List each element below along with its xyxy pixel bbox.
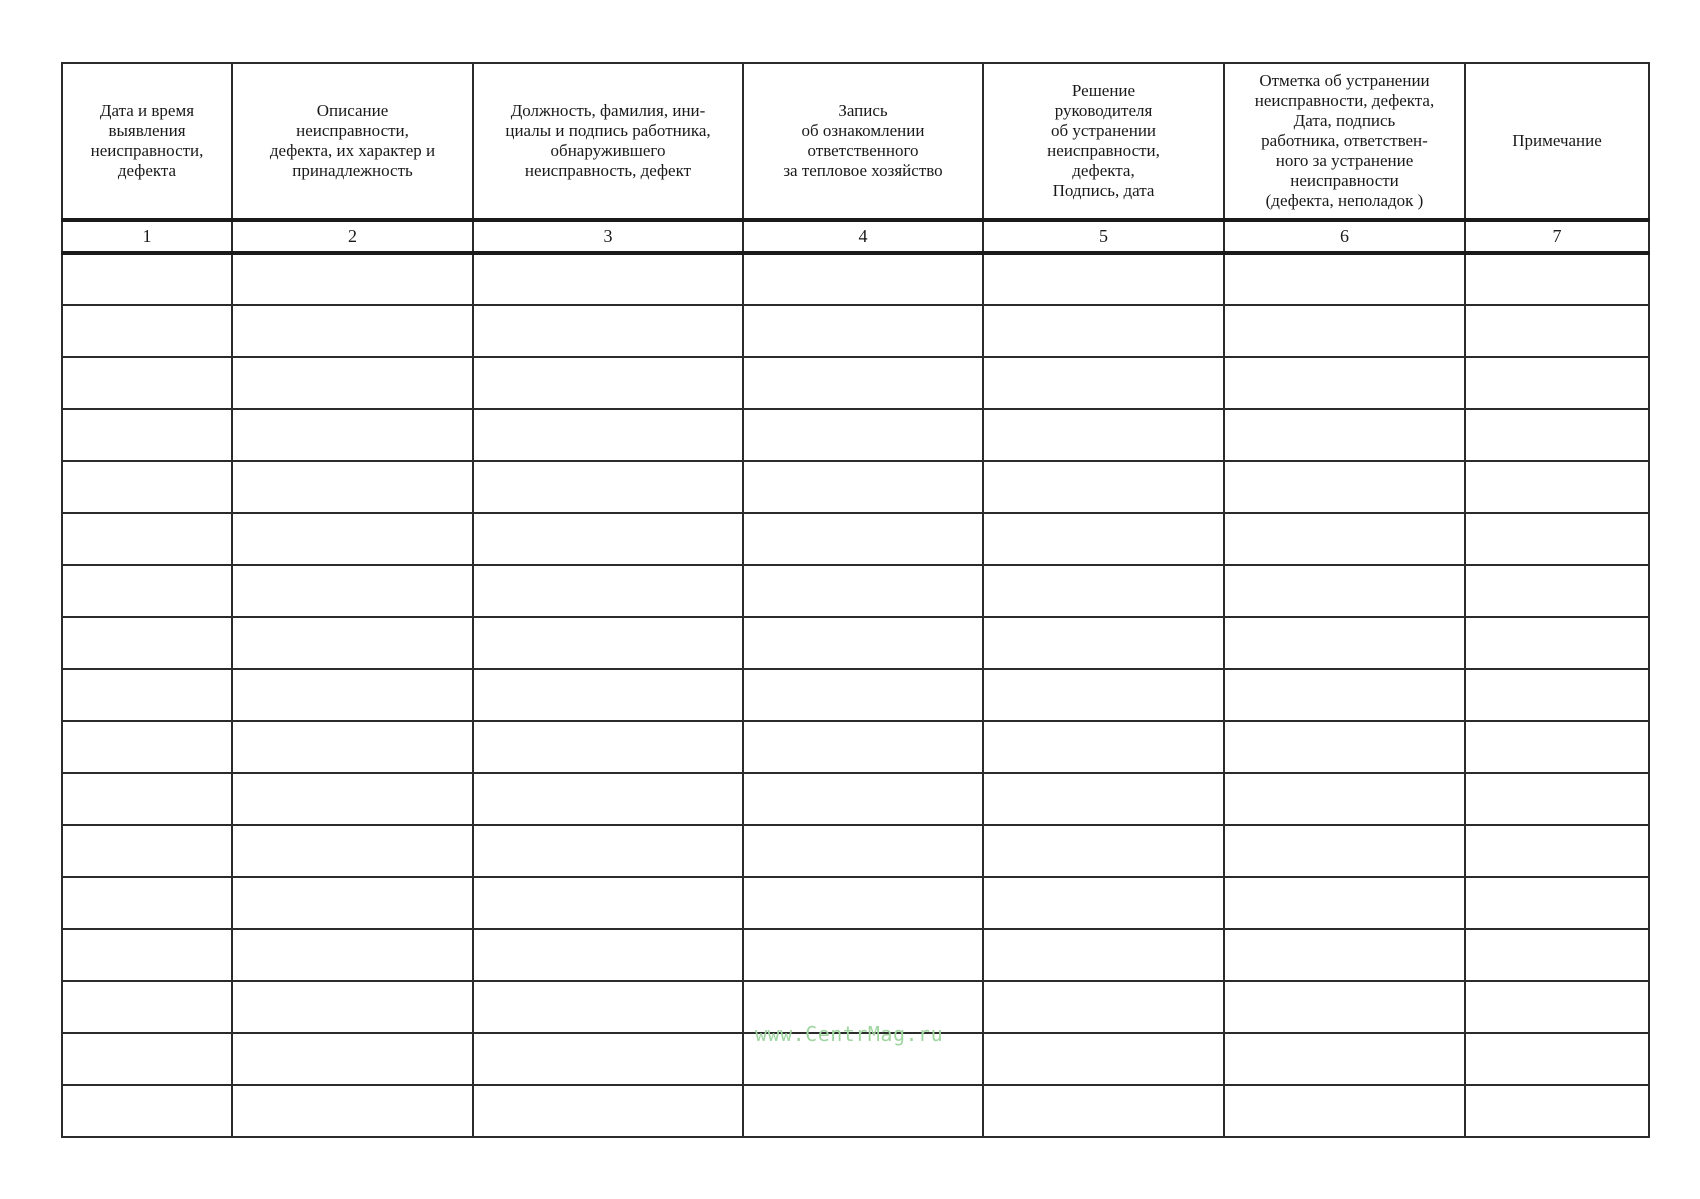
table-cell <box>62 565 232 617</box>
table-cell <box>232 721 473 773</box>
table-cell <box>743 669 983 721</box>
table-cell <box>62 253 232 305</box>
table-cell <box>1465 565 1649 617</box>
table-cell <box>232 513 473 565</box>
table-cell <box>232 305 473 357</box>
table-cell <box>62 1085 232 1137</box>
table-cell <box>232 1033 473 1085</box>
table-cell <box>983 669 1224 721</box>
table-cell <box>1465 1085 1649 1137</box>
table-cell <box>232 669 473 721</box>
column-number: 7 <box>1465 220 1649 253</box>
table-cell <box>1224 513 1465 565</box>
table-cell <box>983 617 1224 669</box>
table-cell <box>62 305 232 357</box>
table-cell <box>232 565 473 617</box>
table-row <box>62 1085 1649 1137</box>
table-cell <box>1465 773 1649 825</box>
table-cell <box>1224 825 1465 877</box>
table-cell <box>473 721 743 773</box>
table-cell <box>983 1033 1224 1085</box>
table-cell <box>62 825 232 877</box>
table-cell <box>743 617 983 669</box>
table-cell <box>232 461 473 513</box>
table-cell <box>1224 929 1465 981</box>
table-cell <box>1465 253 1649 305</box>
table-cell <box>473 877 743 929</box>
table-row <box>62 253 1649 305</box>
table-cell <box>1224 721 1465 773</box>
table-cell <box>743 773 983 825</box>
table-cell <box>62 409 232 461</box>
table-cell <box>983 981 1224 1033</box>
table-cell <box>983 253 1224 305</box>
table-cell <box>473 461 743 513</box>
table-cell <box>473 253 743 305</box>
table-cell <box>743 513 983 565</box>
table-cell <box>473 1085 743 1137</box>
table-cell <box>62 773 232 825</box>
table-cell <box>62 617 232 669</box>
table-cell <box>232 929 473 981</box>
table-cell <box>473 617 743 669</box>
table-cell <box>1465 669 1649 721</box>
header-date-time: Дата и время выявления неисправности, дефекта <box>62 63 232 220</box>
table-cell <box>1224 1085 1465 1137</box>
table-cell <box>1224 305 1465 357</box>
header-note: Примечание <box>1465 63 1649 220</box>
table-cell <box>473 929 743 981</box>
table-cell <box>473 513 743 565</box>
table-cell <box>743 305 983 357</box>
header-reporter: Должность, фамилия, ини- циалы и подпись работника, обнаружившего неисправность, дефект <box>473 63 743 220</box>
header-manager-decision: Решение руководителя об устранении неисправности, дефекта, Подпись, дата <box>983 63 1224 220</box>
table-cell <box>1465 1033 1649 1085</box>
table-row <box>62 617 1649 669</box>
table-cell <box>1224 981 1465 1033</box>
table-cell <box>473 669 743 721</box>
header-fix-mark: Отметка об устранении неисправности, дефекта, Дата, подпись работника, ответствен- ного за устранение неисправности (дефекта, неполадок ) <box>1224 63 1465 220</box>
defect-journal-table <box>61 62 1650 1138</box>
column-number: 3 <box>473 220 743 253</box>
table-cell <box>743 721 983 773</box>
table-cell <box>1465 409 1649 461</box>
table-cell <box>232 409 473 461</box>
table-cell <box>743 565 983 617</box>
table-cell <box>473 1033 743 1085</box>
table-row <box>62 409 1649 461</box>
table-cell <box>983 825 1224 877</box>
table-cell <box>1224 461 1465 513</box>
table-cell <box>983 305 1224 357</box>
table-cell <box>473 305 743 357</box>
table-cell <box>473 773 743 825</box>
table-cell <box>1224 773 1465 825</box>
table-cell <box>232 253 473 305</box>
table-cell <box>1465 825 1649 877</box>
table-cell <box>1224 669 1465 721</box>
table-row <box>62 825 1649 877</box>
table-cell <box>743 929 983 981</box>
table-row <box>62 721 1649 773</box>
table-cell <box>983 1085 1224 1137</box>
table-cell <box>743 253 983 305</box>
table-row <box>62 565 1649 617</box>
table-cell <box>473 357 743 409</box>
table-cell <box>983 409 1224 461</box>
table-row <box>62 513 1649 565</box>
table-cell <box>232 877 473 929</box>
table-cell <box>1465 981 1649 1033</box>
table-cell <box>1224 409 1465 461</box>
table-cell <box>743 461 983 513</box>
table-cell <box>1224 565 1465 617</box>
table-cell <box>983 513 1224 565</box>
table-cell <box>1465 305 1649 357</box>
table-cell <box>62 981 232 1033</box>
table-cell <box>1465 877 1649 929</box>
table-cell <box>62 669 232 721</box>
column-number: 2 <box>232 220 473 253</box>
table-row <box>62 669 1649 721</box>
table-cell <box>232 981 473 1033</box>
table-cell <box>1224 617 1465 669</box>
table-cell <box>983 721 1224 773</box>
table-cell <box>473 825 743 877</box>
table-cell <box>743 825 983 877</box>
table-cell <box>983 877 1224 929</box>
table-cell <box>1465 513 1649 565</box>
table-cell <box>62 929 232 981</box>
table-cell <box>62 513 232 565</box>
table-row <box>62 773 1649 825</box>
column-number-row <box>62 220 1649 253</box>
table-cell <box>983 565 1224 617</box>
column-number: 6 <box>1224 220 1465 253</box>
table-cell <box>983 929 1224 981</box>
table-cell <box>743 357 983 409</box>
table-cell <box>743 1085 983 1137</box>
column-number: 4 <box>743 220 983 253</box>
table-row <box>62 305 1649 357</box>
table-cell <box>983 357 1224 409</box>
table-cell <box>1465 721 1649 773</box>
table-cell <box>232 357 473 409</box>
table-cell <box>1224 877 1465 929</box>
table-row <box>62 877 1649 929</box>
table-cell <box>62 461 232 513</box>
column-number: 5 <box>983 220 1224 253</box>
table-row <box>62 357 1649 409</box>
table-row <box>62 929 1649 981</box>
table-cell <box>983 773 1224 825</box>
table-cell <box>743 409 983 461</box>
table-cell <box>62 877 232 929</box>
table-cell <box>1224 1033 1465 1085</box>
table-row <box>62 461 1649 513</box>
table-cell <box>1224 357 1465 409</box>
header-description: Описание неисправности, дефекта, их характер и принадлежность <box>232 63 473 220</box>
table-cell <box>473 565 743 617</box>
table-cell <box>62 721 232 773</box>
watermark: www.CentrMag.ru <box>755 1022 944 1046</box>
table-cell <box>1465 617 1649 669</box>
table-cell <box>232 773 473 825</box>
table-cell <box>1224 253 1465 305</box>
table-cell <box>62 1033 232 1085</box>
table-cell <box>1465 357 1649 409</box>
table-cell <box>743 877 983 929</box>
header-acknowledgement: Запись об ознакомлении ответственного за тепловое хозяйство <box>743 63 983 220</box>
table-cell <box>983 461 1224 513</box>
table-cell <box>473 409 743 461</box>
table-cell <box>1465 929 1649 981</box>
table-cell <box>232 1085 473 1137</box>
column-number: 1 <box>62 220 232 253</box>
table-cell <box>62 357 232 409</box>
table-cell <box>232 617 473 669</box>
table-cell <box>473 981 743 1033</box>
table-cell <box>1465 461 1649 513</box>
table-cell <box>232 825 473 877</box>
header-row <box>62 63 1649 220</box>
